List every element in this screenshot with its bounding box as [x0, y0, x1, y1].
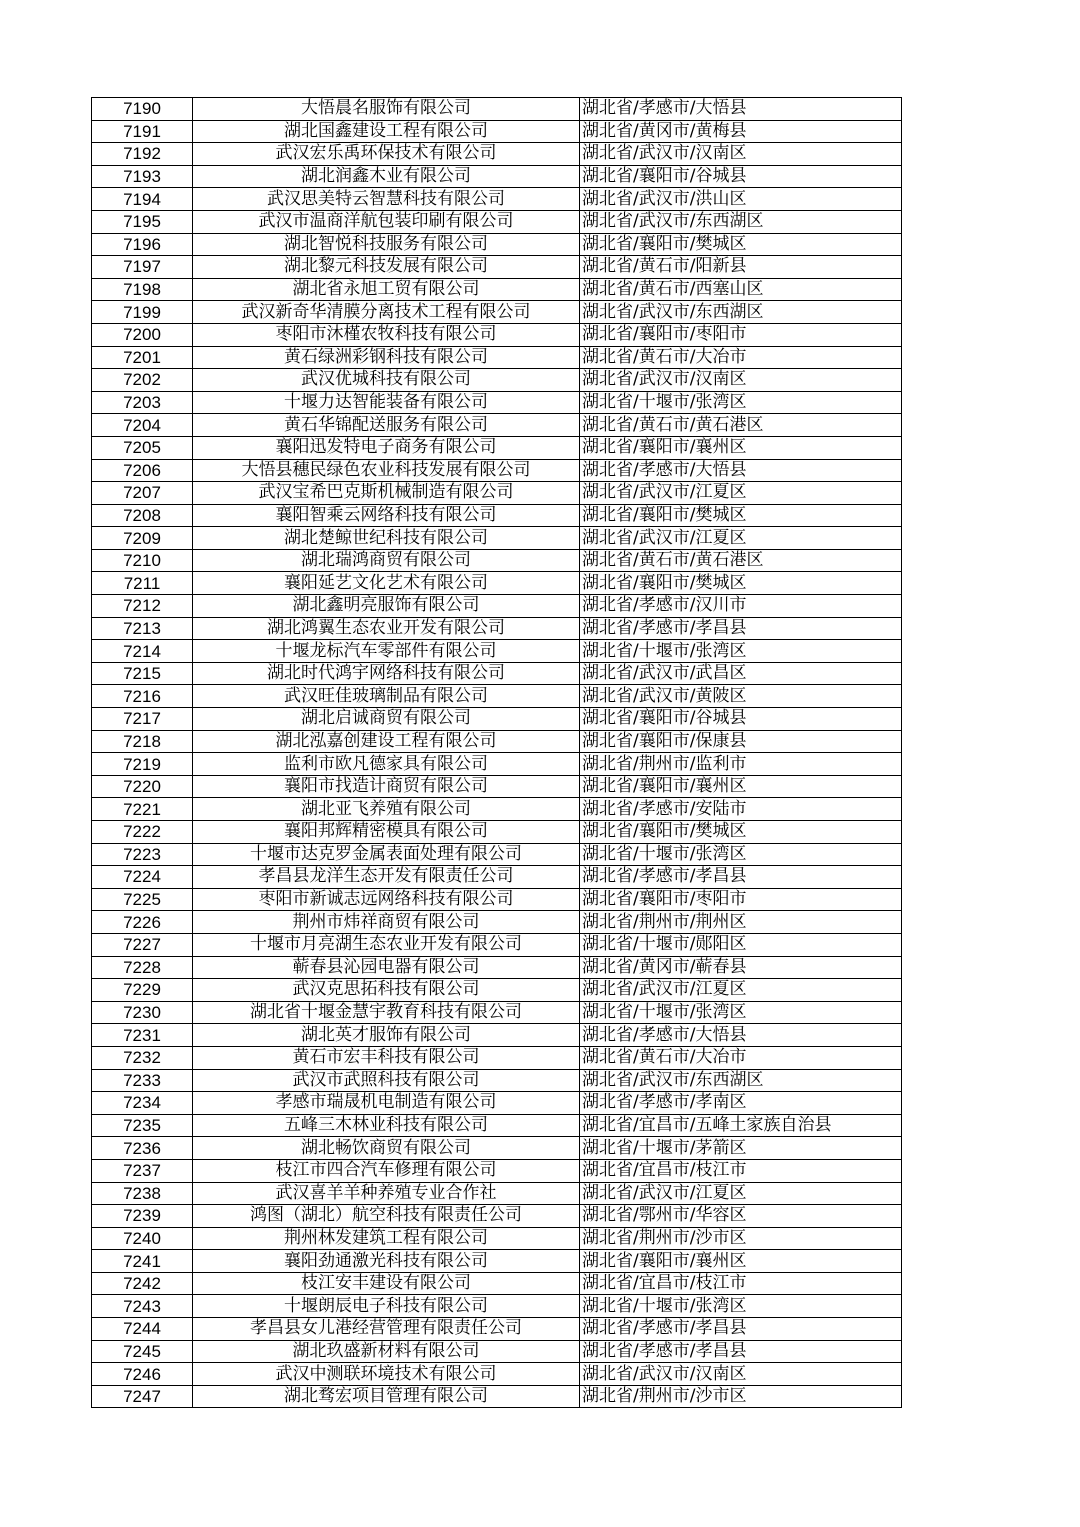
table-row [92, 753, 902, 776]
row-number: 7228 [92, 956, 193, 979]
row-number: 7218 [92, 730, 193, 753]
company-name: 黄石绿洲彩钢科技有限公司 [193, 346, 580, 369]
table-row [92, 1046, 902, 1069]
row-number: 7205 [92, 436, 193, 459]
company-name: 枝江安丰建设有限公司 [193, 1272, 580, 1295]
row-number: 7221 [92, 798, 193, 821]
region-path: 湖北省/宜昌市/五峰土家族自治县 [580, 1114, 902, 1137]
region-path: 湖北省/黄冈市/黄梅县 [580, 120, 902, 143]
row-number: 7243 [92, 1295, 193, 1318]
region-path: 湖北省/襄阳市/樊城区 [580, 821, 902, 844]
table-row [92, 1250, 902, 1273]
company-name: 襄阳迅发特电子商务有限公司 [193, 436, 580, 459]
region-path: 湖北省/黄石市/阳新县 [580, 256, 902, 279]
row-number: 7210 [92, 549, 193, 572]
table-row [92, 1227, 902, 1250]
region-path: 湖北省/襄阳市/谷城县 [580, 165, 902, 188]
company-name: 鸿图（湖北）航空科技有限责任公司 [193, 1205, 580, 1228]
company-name: 襄阳智乘云网络科技有限公司 [193, 504, 580, 527]
table-row [92, 98, 902, 121]
table-row [92, 708, 902, 731]
company-name: 黄石市宏丰科技有限公司 [193, 1046, 580, 1069]
row-number: 7235 [92, 1114, 193, 1137]
row-number: 7224 [92, 866, 193, 889]
table-row [92, 979, 902, 1002]
company-name: 湖北骛宏项目管理有限公司 [193, 1385, 580, 1408]
table-row [92, 1205, 902, 1228]
company-name: 湖北楚鲸世纪科技有限公司 [193, 527, 580, 550]
region-path: 湖北省/十堰市/张湾区 [580, 391, 902, 414]
row-number: 7197 [92, 256, 193, 279]
region-path: 湖北省/武汉市/江夏区 [580, 482, 902, 505]
company-name: 湖北鑫明亮服饰有限公司 [193, 595, 580, 618]
region-path: 湖北省/武汉市/武昌区 [580, 662, 902, 685]
row-number: 7230 [92, 1001, 193, 1024]
region-path: 湖北省/襄阳市/樊城区 [580, 504, 902, 527]
company-name: 襄阳劲通激光科技有限公司 [193, 1250, 580, 1273]
row-number: 7231 [92, 1024, 193, 1047]
table-row [92, 821, 902, 844]
table-row [92, 549, 902, 572]
table-row [92, 436, 902, 459]
region-path: 湖北省/襄阳市/襄州区 [580, 775, 902, 798]
table-row [92, 888, 902, 911]
table-row [92, 933, 902, 956]
company-name: 武汉思美特云智慧科技有限公司 [193, 188, 580, 211]
region-path: 湖北省/黄石市/大冶市 [580, 346, 902, 369]
table-row [92, 1069, 902, 1092]
table-row [92, 233, 902, 256]
row-number: 7203 [92, 391, 193, 414]
region-path: 湖北省/黄石市/西塞山区 [580, 278, 902, 301]
table-row [92, 843, 902, 866]
region-path: 湖北省/宜昌市/枝江市 [580, 1272, 902, 1295]
row-number: 7232 [92, 1046, 193, 1069]
company-name: 孝昌县女儿港经营管理有限责任公司 [193, 1318, 580, 1341]
row-number: 7225 [92, 888, 193, 911]
region-path: 湖北省/黄石市/黄石港区 [580, 549, 902, 572]
company-name: 襄阳邦辉精密模具有限公司 [193, 821, 580, 844]
company-name: 武汉宏乐禹环保技术有限公司 [193, 143, 580, 166]
table-row [92, 866, 902, 889]
row-number: 7245 [92, 1340, 193, 1363]
company-table-body [92, 98, 902, 1408]
region-path: 湖北省/武汉市/东西湖区 [580, 210, 902, 233]
company-name: 武汉宝希巴克斯机械制造有限公司 [193, 482, 580, 505]
row-number: 7200 [92, 323, 193, 346]
table-row [92, 527, 902, 550]
company-name: 湖北国鑫建设工程有限公司 [193, 120, 580, 143]
table-row [92, 301, 902, 324]
row-number: 7226 [92, 911, 193, 934]
company-name: 孝感市瑞晟机电制造有限公司 [193, 1092, 580, 1115]
company-name: 湖北瑞鸿商贸有限公司 [193, 549, 580, 572]
row-number: 7211 [92, 572, 193, 595]
company-name: 襄阳市找造计商贸有限公司 [193, 775, 580, 798]
table-row [92, 1182, 902, 1205]
region-path: 湖北省/襄阳市/枣阳市 [580, 888, 902, 911]
region-path: 湖北省/荆州市/沙市区 [580, 1385, 902, 1408]
row-number: 7199 [92, 301, 193, 324]
row-number: 7194 [92, 188, 193, 211]
row-number: 7201 [92, 346, 193, 369]
company-name: 武汉新奇华清膜分离技术工程有限公司 [193, 301, 580, 324]
company-name: 荆州市炜祥商贸有限公司 [193, 911, 580, 934]
row-number: 7220 [92, 775, 193, 798]
region-path: 湖北省/孝感市/大悟县 [580, 98, 902, 121]
table-row [92, 1159, 902, 1182]
company-name: 枣阳市沐槿农牧科技有限公司 [193, 323, 580, 346]
row-number: 7195 [92, 210, 193, 233]
row-number: 7227 [92, 933, 193, 956]
row-number: 7223 [92, 843, 193, 866]
region-path: 湖北省/鄂州市/华容区 [580, 1205, 902, 1228]
region-path: 湖北省/襄阳市/襄州区 [580, 1250, 902, 1273]
table-row [92, 956, 902, 979]
region-path: 湖北省/武汉市/江夏区 [580, 979, 902, 1002]
company-name: 武汉市温商洋航包装印刷有限公司 [193, 210, 580, 233]
table-row [92, 504, 902, 527]
region-path: 湖北省/孝感市/孝昌县 [580, 1318, 902, 1341]
company-name: 五峰三木林业科技有限公司 [193, 1114, 580, 1137]
table-row [92, 391, 902, 414]
table-row [92, 459, 902, 482]
table-row [92, 1001, 902, 1024]
row-number: 7198 [92, 278, 193, 301]
table-row [92, 323, 902, 346]
row-number: 7240 [92, 1227, 193, 1250]
table-row [92, 1114, 902, 1137]
table-row [92, 1318, 902, 1341]
company-name: 荆州林发建筑工程有限公司 [193, 1227, 580, 1250]
region-path: 湖北省/武汉市/江夏区 [580, 527, 902, 550]
region-path: 湖北省/武汉市/汉南区 [580, 369, 902, 392]
company-name: 湖北泓嘉创建设工程有限公司 [193, 730, 580, 753]
company-name: 湖北鸿翼生态农业开发有限公司 [193, 617, 580, 640]
row-number: 7233 [92, 1069, 193, 1092]
region-path: 湖北省/孝感市/孝昌县 [580, 866, 902, 889]
row-number: 7208 [92, 504, 193, 527]
company-table [91, 97, 902, 1408]
table-row [92, 595, 902, 618]
region-path: 湖北省/武汉市/东西湖区 [580, 1069, 902, 1092]
row-number: 7222 [92, 821, 193, 844]
row-number: 7214 [92, 640, 193, 663]
table-row [92, 1295, 902, 1318]
region-path: 湖北省/武汉市/江夏区 [580, 1182, 902, 1205]
region-path: 湖北省/襄阳市/保康县 [580, 730, 902, 753]
region-path: 湖北省/孝感市/安陆市 [580, 798, 902, 821]
company-name: 孝昌县龙洋生态开发有限责任公司 [193, 866, 580, 889]
row-number: 7234 [92, 1092, 193, 1115]
table-row [92, 1092, 902, 1115]
company-name: 十堰朗辰电子科技有限公司 [193, 1295, 580, 1318]
table-row [92, 278, 902, 301]
company-name: 武汉喜羊羊种养殖专业合作社 [193, 1182, 580, 1205]
row-number: 7236 [92, 1137, 193, 1160]
company-name: 十堰龙标汽车零部件有限公司 [193, 640, 580, 663]
region-path: 湖北省/黄石市/大冶市 [580, 1046, 902, 1069]
company-name: 枣阳市新诚志远网络科技有限公司 [193, 888, 580, 911]
company-name: 湖北时代鸿宇网络科技有限公司 [193, 662, 580, 685]
table-row [92, 798, 902, 821]
table-row [92, 730, 902, 753]
region-path: 湖北省/孝感市/孝昌县 [580, 617, 902, 640]
company-name: 湖北畅饮商贸有限公司 [193, 1137, 580, 1160]
region-path: 湖北省/孝感市/孝南区 [580, 1092, 902, 1115]
region-path: 湖北省/十堰市/张湾区 [580, 1295, 902, 1318]
company-name: 十堰市月亮湖生态农业开发有限公司 [193, 933, 580, 956]
company-name: 湖北智悦科技服务有限公司 [193, 233, 580, 256]
row-number: 7209 [92, 527, 193, 550]
region-path: 湖北省/荆州市/沙市区 [580, 1227, 902, 1250]
table-row [92, 188, 902, 211]
row-number: 7229 [92, 979, 193, 1002]
region-path: 湖北省/十堰市/张湾区 [580, 843, 902, 866]
row-number: 7193 [92, 165, 193, 188]
row-number: 7244 [92, 1318, 193, 1341]
region-path: 湖北省/黄石市/黄石港区 [580, 414, 902, 437]
row-number: 7237 [92, 1159, 193, 1182]
company-name: 湖北英才服饰有限公司 [193, 1024, 580, 1047]
table-row [92, 640, 902, 663]
company-name: 武汉旺佳玻璃制品有限公司 [193, 685, 580, 708]
table-row [92, 482, 902, 505]
table-row [92, 414, 902, 437]
row-number: 7204 [92, 414, 193, 437]
row-number: 7190 [92, 98, 193, 121]
region-path: 湖北省/十堰市/张湾区 [580, 1001, 902, 1024]
company-name: 湖北亚飞养殖有限公司 [193, 798, 580, 821]
company-name: 监利市欧凡德家具有限公司 [193, 753, 580, 776]
row-number: 7212 [92, 595, 193, 618]
table-row [92, 1272, 902, 1295]
company-name: 十堰力达智能装备有限公司 [193, 391, 580, 414]
region-path: 湖北省/武汉市/东西湖区 [580, 301, 902, 324]
region-path: 湖北省/武汉市/汉南区 [580, 143, 902, 166]
company-name: 襄阳延艺文化艺术有限公司 [193, 572, 580, 595]
company-name: 武汉优城科技有限公司 [193, 369, 580, 392]
table-row [92, 1363, 902, 1386]
table-row [92, 1385, 902, 1408]
company-name: 大悟晨名服饰有限公司 [193, 98, 580, 121]
table-row [92, 1340, 902, 1363]
row-number: 7215 [92, 662, 193, 685]
region-path: 湖北省/宜昌市/枝江市 [580, 1159, 902, 1182]
row-number: 7239 [92, 1205, 193, 1228]
row-number: 7196 [92, 233, 193, 256]
table-row [92, 1024, 902, 1047]
company-name: 湖北玖盛新材料有限公司 [193, 1340, 580, 1363]
table-row [92, 572, 902, 595]
region-path: 湖北省/孝感市/大悟县 [580, 1024, 902, 1047]
table-row [92, 911, 902, 934]
row-number: 7216 [92, 685, 193, 708]
company-name: 枝江市四合汽车修理有限公司 [193, 1159, 580, 1182]
region-path: 湖北省/襄阳市/襄州区 [580, 436, 902, 459]
row-number: 7207 [92, 482, 193, 505]
table-row [92, 662, 902, 685]
region-path: 湖北省/黄冈市/蕲春县 [580, 956, 902, 979]
row-number: 7192 [92, 143, 193, 166]
region-path: 湖北省/孝感市/汉川市 [580, 595, 902, 618]
company-name: 武汉市武照科技有限公司 [193, 1069, 580, 1092]
company-name: 黄石华锦配送服务有限公司 [193, 414, 580, 437]
table-row [92, 617, 902, 640]
company-name: 湖北省永旭工贸有限公司 [193, 278, 580, 301]
company-name: 湖北黎元科技发展有限公司 [193, 256, 580, 279]
region-path: 湖北省/荆州市/监利市 [580, 753, 902, 776]
region-path: 湖北省/荆州市/荆州区 [580, 911, 902, 934]
row-number: 7238 [92, 1182, 193, 1205]
company-name: 大悟县穗民绿色农业科技发展有限公司 [193, 459, 580, 482]
company-name: 蕲春县沁园电器有限公司 [193, 956, 580, 979]
company-name: 湖北省十堰金慧宇教育科技有限公司 [193, 1001, 580, 1024]
region-path: 湖北省/襄阳市/谷城县 [580, 708, 902, 731]
row-number: 7246 [92, 1363, 193, 1386]
region-path: 湖北省/武汉市/黄陂区 [580, 685, 902, 708]
table-row [92, 143, 902, 166]
table-row [92, 685, 902, 708]
row-number: 7202 [92, 369, 193, 392]
company-name: 武汉克思拓科技有限公司 [193, 979, 580, 1002]
region-path: 湖北省/襄阳市/枣阳市 [580, 323, 902, 346]
company-name: 湖北润鑫木业有限公司 [193, 165, 580, 188]
table-row [92, 256, 902, 279]
company-name: 湖北启诚商贸有限公司 [193, 708, 580, 731]
region-path: 湖北省/武汉市/汉南区 [580, 1363, 902, 1386]
row-number: 7217 [92, 708, 193, 731]
company-name: 武汉中测联环境技术有限公司 [193, 1363, 580, 1386]
table-row [92, 369, 902, 392]
region-path: 湖北省/武汉市/洪山区 [580, 188, 902, 211]
region-path: 湖北省/十堰市/张湾区 [580, 640, 902, 663]
row-number: 7213 [92, 617, 193, 640]
row-number: 7242 [92, 1272, 193, 1295]
region-path: 湖北省/孝感市/大悟县 [580, 459, 902, 482]
region-path: 湖北省/孝感市/孝昌县 [580, 1340, 902, 1363]
row-number: 7247 [92, 1385, 193, 1408]
row-number: 7191 [92, 120, 193, 143]
row-number: 7206 [92, 459, 193, 482]
region-path: 湖北省/十堰市/茅箭区 [580, 1137, 902, 1160]
table-row [92, 1137, 902, 1160]
row-number: 7219 [92, 753, 193, 776]
region-path: 湖北省/襄阳市/樊城区 [580, 233, 902, 256]
company-name: 十堰市达克罗金属表面处理有限公司 [193, 843, 580, 866]
table-row [92, 210, 902, 233]
table-row [92, 120, 902, 143]
table-row [92, 165, 902, 188]
row-number: 7241 [92, 1250, 193, 1273]
table-row [92, 775, 902, 798]
region-path: 湖北省/襄阳市/樊城区 [580, 572, 902, 595]
table-row [92, 346, 902, 369]
region-path: 湖北省/十堰市/郧阳区 [580, 933, 902, 956]
